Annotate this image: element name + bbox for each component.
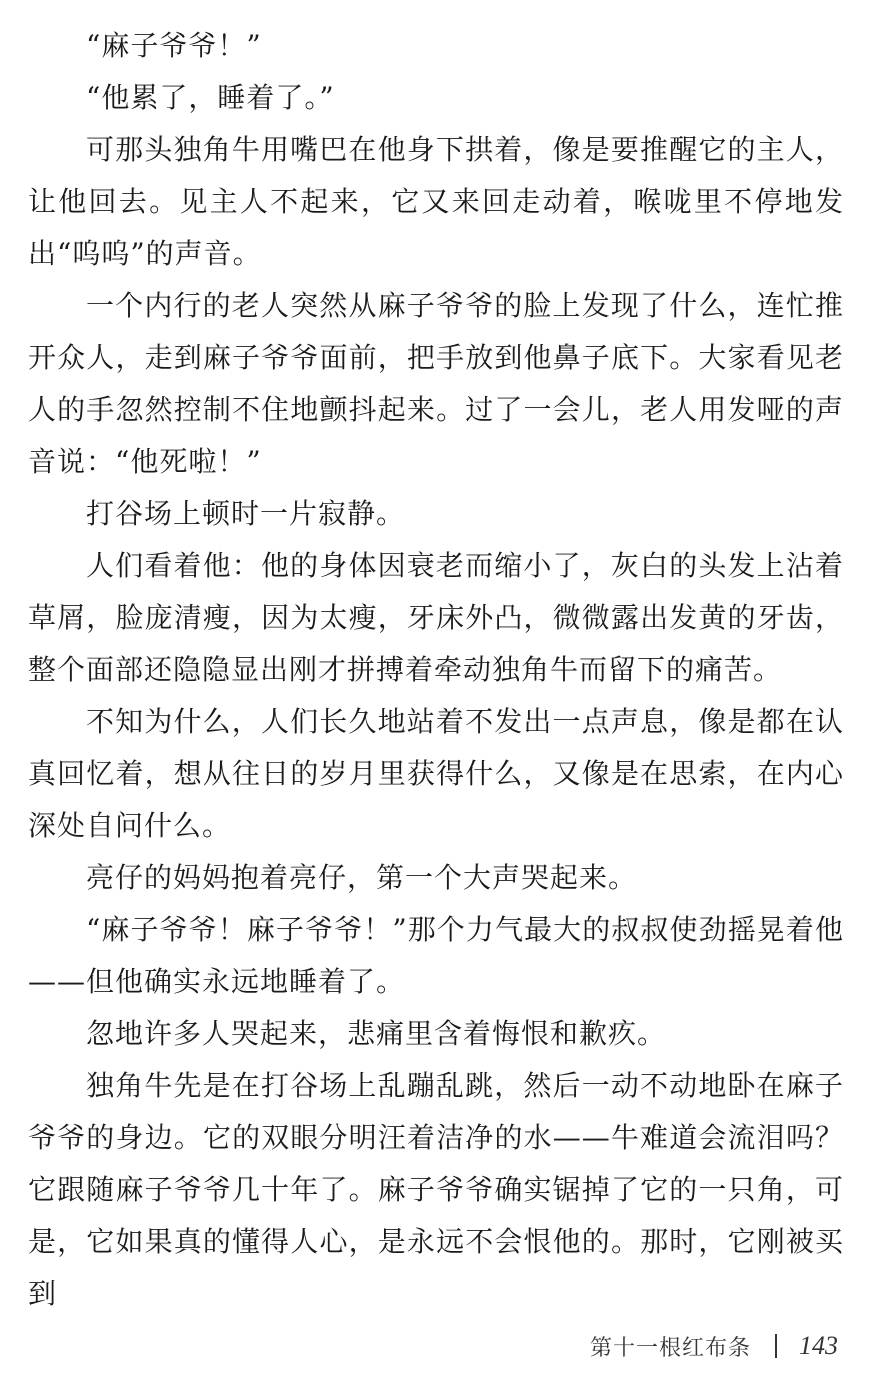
page-number: 143 <box>799 1331 838 1360</box>
paragraph: “他累了，睡着了。” <box>86 81 335 114</box>
paragraph: 一个内行的老人突然从麻子爷爷的脸上发现了什么，连忙推开众人，走到麻子爷爷面前，把手放到他鼻子底下。大家看见老人的手忽然控制不住地颤抖起来。过了一会儿，老人用发哑的声音说：“他死啦！” <box>28 289 844 478</box>
paragraph: 不知为什么，人们长久地站着不发出一点声息，像是都在认真回忆着，想从往日的岁月里获得什么，又像是在思索，在内心深处自问什么。 <box>28 705 844 842</box>
paragraph: “麻子爷爷！麻子爷爷！”那个力气最大的叔叔使劲摇晃着他——但他确实永远地睡着了。 <box>28 913 844 998</box>
paragraph: 忽地许多人哭起来，悲痛里含着悔恨和歉疚。 <box>86 1017 667 1050</box>
paragraph: “麻子爷爷！” <box>86 29 262 62</box>
footer-divider <box>775 1334 777 1358</box>
paragraph: 独角牛先是在打谷场上乱蹦乱跳，然后一动不动地卧在麻子爷爷的身边。它的双眼分明汪着洁净的水——牛难道会流泪吗？它跟随麻子爷爷几十年了。麻子爷爷确实锯掉了它的一只角，可是，它如果真的懂得人心，是永远不会恨他的。那时，它刚被买到 <box>28 1069 844 1310</box>
paragraph: 亮仔的妈妈抱着亮仔，第一个大声哭起来。 <box>86 861 638 894</box>
body-text <box>28 20 844 1320</box>
chapter-title: 第十一根红布条 <box>589 1335 751 1361</box>
paragraph: 可那头独角牛用嘴巴在他身下拱着，像是要推醒它的主人，让他回去。见主人不起来，它又来回走动着，喉咙里不停地发出“呜呜”的声音。 <box>28 133 844 270</box>
paragraph: 打谷场上顿时一片寂静。 <box>86 497 406 530</box>
page-footer <box>590 1326 838 1366</box>
paragraph: 人们看着他：他的身体因衰老而缩小了，灰白的头发上沾着草屑，脸庞清瘦，因为太瘦，牙床外凸，微微露出发黄的牙齿，整个面部还隐隐显出刚才拼搏着牵动独角牛而留下的痛苦。 <box>28 549 844 686</box>
